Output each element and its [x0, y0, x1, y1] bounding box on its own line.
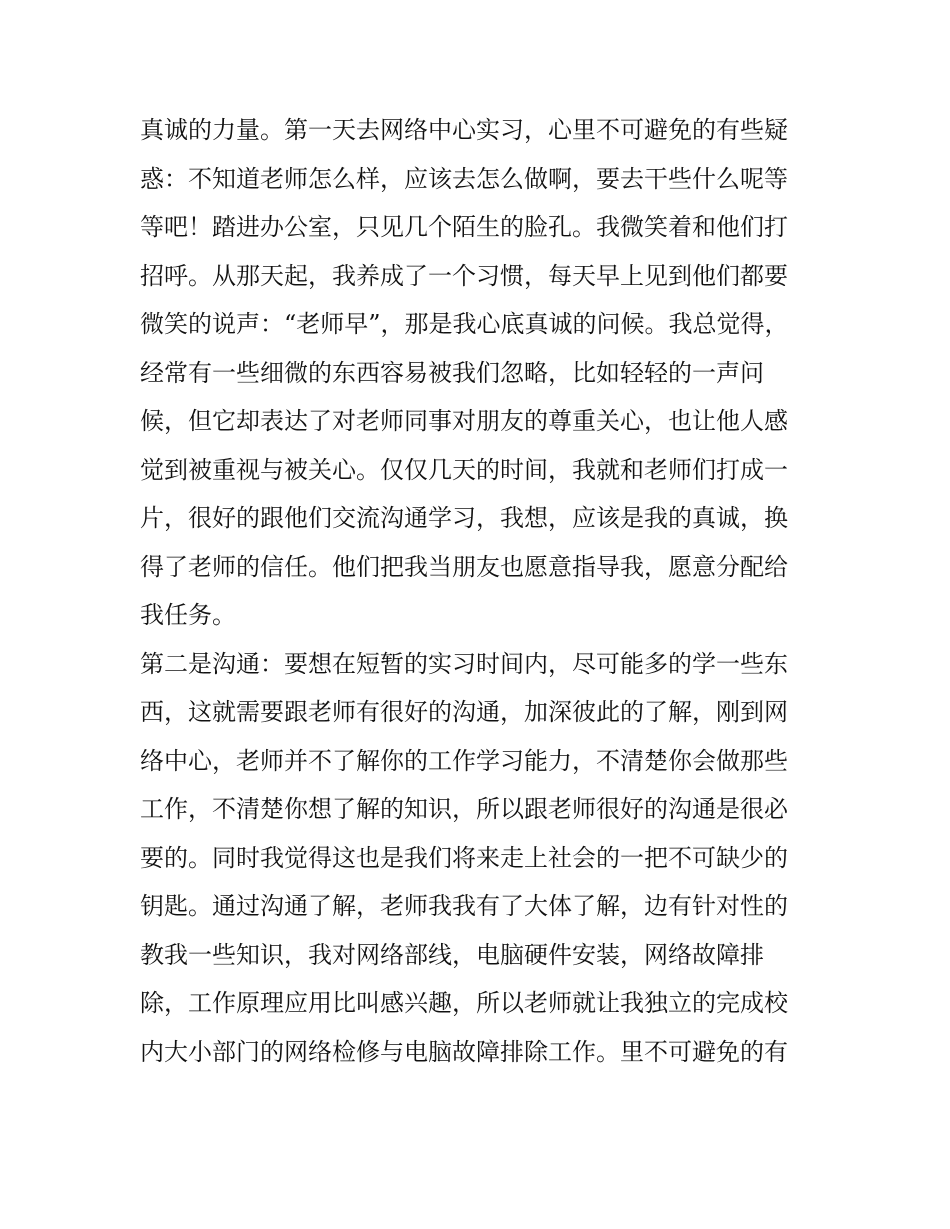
- text-line-16: 要的。同时我觉得这也是我们将来走上社会的一把不可缺少的: [140, 843, 788, 872]
- text-line-14: 络中心，老师并不了解你的工作学习能力，不清楚你会做那些: [140, 746, 788, 775]
- text-line-3: 等吧！踏进办公室，只见几个陌生的脸孔。我微笑着和他们打: [140, 213, 788, 241]
- text-line-4: 招呼。从那天起，我养成了一个习惯，每天早上见到他们都要: [140, 261, 788, 290]
- text-line-2: 惑：不知道老师怎么样，应该去怎么做啊，要去干些什么呢等: [140, 164, 788, 193]
- text-line-12: 第二是沟通：要想在短暂的实习时间内，尽可能多的学一些东: [140, 649, 788, 678]
- body-text: [140, 106, 820, 1076]
- text-line-13: 西，这就需要跟老师有很好的沟通，加深彼此的了解，刚到网: [140, 698, 788, 726]
- text-line-20: 内大小部门的网络检修与电脑故障排除工作。里不可避免的有: [140, 1037, 788, 1066]
- text-line-7: 候，但它却表达了对老师同事对朋友的尊重关心，也让他人感: [140, 407, 788, 435]
- text-line-11: 我任务。: [140, 601, 236, 629]
- text-line-17: 钥匙。通过沟通了解，老师我我有了大体了解，边有针对性的: [140, 892, 788, 920]
- text-line-15: 工作，不清楚你想了解的知识，所以跟老师很好的沟通是很必: [140, 795, 788, 823]
- text-line-19: 除，工作原理应用比叫感兴趣，所以老师就让我独立的完成校: [140, 989, 788, 1017]
- text-line-18: 教我一些知识，我对网络部线，电脑硬件安装，网络故障排: [140, 940, 764, 969]
- text-line-10: 得了老师的信任。他们把我当朋友也愿意指导我，愿意分配给: [140, 552, 788, 581]
- text-line-8: 觉到被重视与被关心。仅仅几天的时间，我就和老师们打成一: [140, 455, 788, 484]
- text-line-1: 真诚的力量。第一天去网络中心实习，心里不可避免的有些疑: [140, 116, 788, 144]
- text-line-9: 片，很好的跟他们交流沟通学习，我想，应该是我的真诚，换: [140, 504, 788, 532]
- text-line-5: 微笑的说声：“老师早”，那是我心底真诚的问候。我总觉得，: [140, 310, 789, 338]
- text-line-6: 经常有一些细微的东西容易被我们忽略，比如轻轻的一声问: [140, 358, 764, 387]
